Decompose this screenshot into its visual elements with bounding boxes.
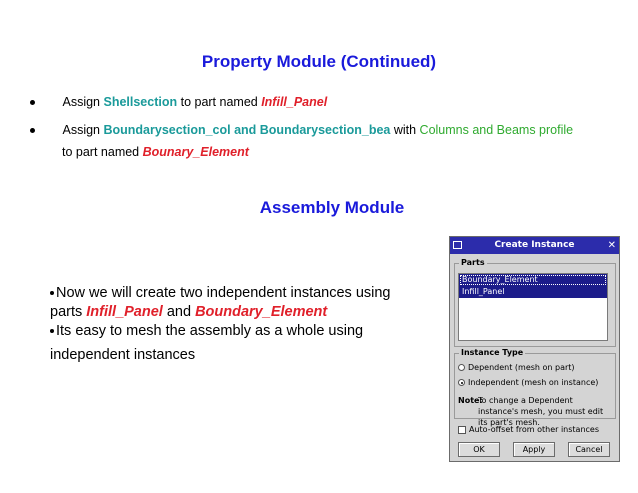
para-line-4: independent instances — [50, 347, 196, 363]
auto-offset-row[interactable] — [458, 425, 599, 434]
infill-panel-term: Infill_Panel — [86, 304, 163, 320]
boundary-sections-term: Boundarysection_col and Boundarysection_bea — [103, 123, 391, 137]
create-instance-dialog — [449, 236, 620, 462]
bullet-dot — [30, 100, 35, 105]
radio-independent[interactable] — [458, 378, 598, 387]
para-line-2-pre: parts — [50, 304, 87, 320]
instance-type-label: Instance Type — [461, 348, 524, 357]
bullet-2 — [30, 123, 573, 137]
boundary-element-term: Boundary_Element — [195, 304, 328, 320]
dialog-titlebar[interactable] — [450, 237, 619, 254]
para-line-1: Now we will create two independent instances using — [56, 285, 391, 301]
assembly-title: Assembly Module — [259, 198, 405, 217]
ok-button[interactable]: OK — [458, 442, 500, 457]
cancel-button[interactable]: Cancel — [568, 442, 610, 457]
assembly-paragraph — [50, 284, 440, 365]
bullet-2-pre: Assign — [62, 123, 104, 137]
auto-offset-label: Auto-offset from other instances — [469, 425, 600, 434]
radio-icon[interactable] — [458, 364, 465, 371]
radio-dependent[interactable] — [458, 363, 575, 372]
apply-button[interactable]: Apply — [513, 442, 555, 457]
bullet-2-line2-pre: to part named — [62, 145, 143, 159]
note — [458, 395, 618, 428]
radio-independent-label: Independent (mesh on instance) — [468, 378, 599, 387]
bullet-dot — [50, 329, 54, 333]
window-menu-icon[interactable] — [453, 241, 462, 249]
infill-panel-term: Infill_Panel — [261, 95, 328, 109]
bullet-1 — [30, 95, 327, 109]
note-label: Note: — [458, 396, 483, 405]
profile-term: Columns and Beams profile — [419, 123, 574, 137]
radio-selected-icon[interactable] — [458, 379, 465, 386]
slide-title: Property Module (Continued) — [201, 52, 437, 71]
bullet-1-pre: Assign — [62, 95, 104, 109]
para-line-3: Its easy to mesh the assembly as a whole using — [56, 323, 364, 339]
parts-list-item[interactable]: Boundary_Element — [459, 274, 607, 286]
bullet-dot — [50, 291, 54, 295]
para-and: and — [162, 304, 196, 320]
bounary-element-term: Bounary_Element — [142, 145, 249, 159]
radio-dependent-label: Dependent (mesh on part) — [468, 363, 575, 372]
parts-list-item[interactable]: Infill_Panel — [459, 286, 607, 298]
auto-offset-checkbox[interactable] — [458, 426, 466, 434]
parts-label: Parts — [461, 258, 485, 267]
dialog-title: Create Instance — [494, 240, 575, 250]
bullet-2-mid: with — [390, 123, 420, 137]
bullet-2-line-2 — [62, 145, 249, 159]
close-icon[interactable]: ✕ — [607, 240, 616, 251]
bullet-1-mid: to part named — [177, 95, 262, 109]
shellsection-term: Shellsection — [103, 95, 178, 109]
parts-list[interactable] — [458, 273, 608, 341]
note-text: To change a Dependent instance's mesh, you must edit its part's mesh. — [478, 396, 604, 427]
bullet-dot — [30, 128, 35, 133]
